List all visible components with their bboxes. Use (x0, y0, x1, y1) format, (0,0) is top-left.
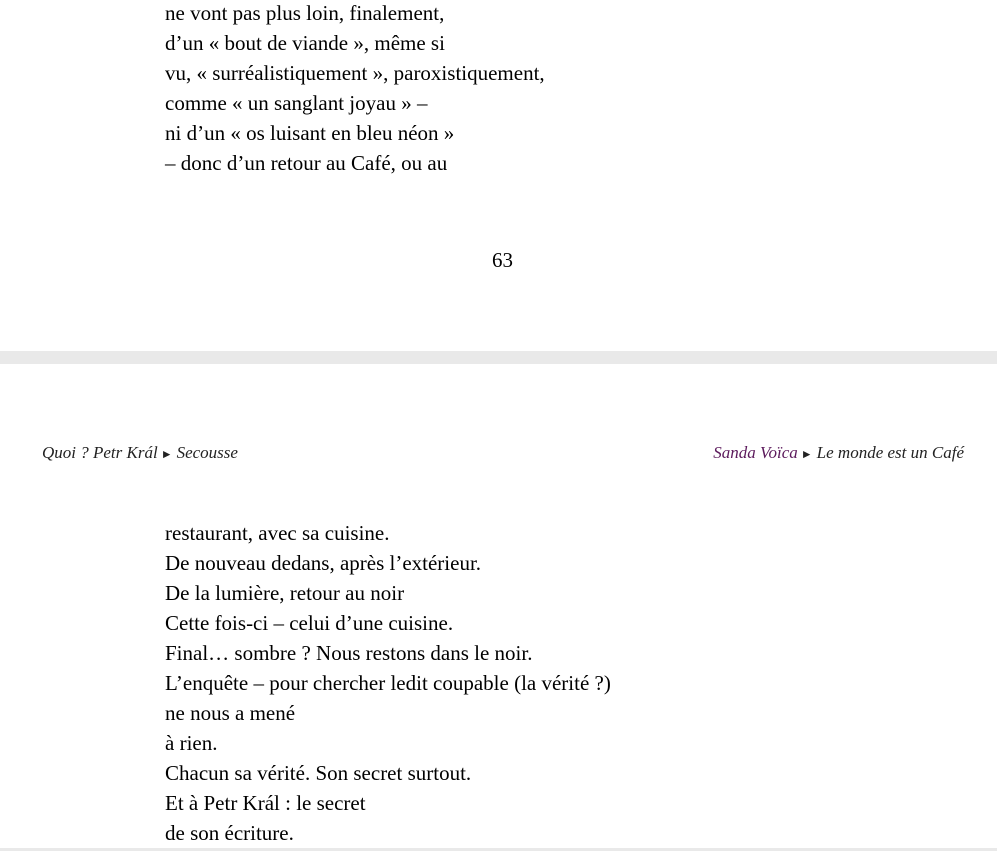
triangle-right-icon: ► (800, 447, 813, 461)
triangle-right-icon: ► (160, 447, 173, 461)
document-page-bottom (0, 364, 997, 848)
poem-line: de son écriture. (165, 821, 294, 845)
poem-line: ne vont pas plus loin, finalement, (165, 1, 445, 25)
poem-line: d’un « bout de viande », même si (165, 31, 445, 55)
document-page-top (0, 0, 997, 351)
poem-line: restaurant, avec sa cuisine. (165, 521, 390, 545)
running-head-left (42, 442, 238, 465)
poem-line: Chacun sa vérité. Son secret surtout. (165, 761, 472, 785)
poem-lines-bottom (165, 518, 611, 848)
poem-lines-top (165, 0, 545, 178)
poem-line: ne nous a mené (165, 701, 296, 725)
poem-line: ni d’un « os luisant en bleu néon » (165, 121, 455, 145)
poem-line: Final… sombre ? Nous restons dans le noir. (165, 641, 533, 665)
poem-line: Et à Petr Král : le secret (165, 791, 366, 815)
poem-line: De la lumière, retour au noir (165, 581, 405, 605)
running-head-right (713, 442, 964, 465)
poem-line: – donc d’un retour au Café, ou au (165, 151, 448, 175)
poem-line: comme « un sanglant joyau » – (165, 91, 428, 115)
poem-line: Cette fois-ci – celui d’une cuisine. (165, 611, 454, 635)
page-number: 63 (492, 248, 513, 272)
poem-line: L’enquête – pour chercher ledit coupable (la vérité ?) (165, 671, 611, 695)
poem-line: à rien. (165, 731, 218, 755)
running-head-left-author: Quoi ? Petr Král (42, 443, 158, 462)
poem-line: De nouveau dedans, après l’extérieur. (165, 551, 482, 575)
running-head-left-title: Secousse (176, 443, 238, 462)
running-head-right-title: Le monde est un Café (816, 443, 964, 462)
running-head-right-author: Sanda Voïca (713, 443, 798, 462)
poem-line: vu, « surréalistiquement », paroxistiquement, (165, 61, 545, 85)
